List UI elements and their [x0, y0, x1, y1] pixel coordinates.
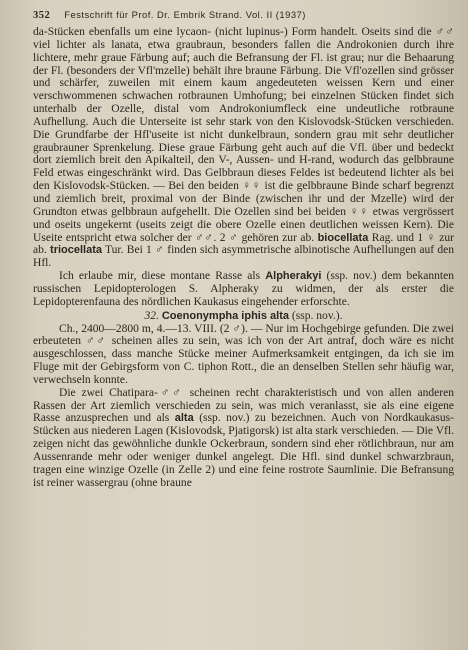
paragraph-1 [33, 26, 454, 270]
section-suffix: (ssp. nov.). [291, 309, 343, 322]
running-title: Festschrift für Prof. Dr. Embrik Strand. Vol. II (1937) [64, 9, 306, 20]
paragraph-1-mid: Rag. und 1 ♀ zur ab. [33, 231, 454, 257]
paragraph-2 [33, 270, 454, 309]
paragraph-3: Ch., 2400—2800 m, 4.—13. VIII. (2 ♂). — Nur im Hochgebirge gefunden. Die zwei erbeuteten ♂♂ scheinen alles zu sein, was ich von der Art antraf, doch wäre es nicht ausgeschlossen, dass manche Stücke meiner Aufmerksamkeit entgingen, da ich sie im Fluge mit der Gebirgsform von C. tiphon Rott., die an denselben Stellen sehr häufig war, verwechseln konnte. [33, 322, 454, 386]
species-name: Coenonympha iphis alta [161, 309, 289, 322]
section-heading [33, 310, 454, 323]
body-text [33, 26, 454, 490]
page-number: 352 [33, 10, 51, 21]
subspecies-alpherakyi: Alpherakyi [265, 270, 322, 283]
section-number: 32. [144, 309, 159, 322]
paragraph-2-start: Ich erlaube mir, diese montane Rasse als [59, 270, 261, 283]
paragraph-4-start: Die zwei Chatipara-♂♂ scheinen recht charakteristisch und von allen anderen Rassen der Art ziemlich verschieden zu sein, was mich veranlasst, sie als eine eigene Rasse anzusprechen und als [33, 386, 454, 425]
paragraph-2-end: (ssp. nov.) dem bekannten russischen Lepidopterologen S. Alpheraky zu widmen, der als erster die Lepidopterenfauna des nördlichen Kaukasus eingehender erforschte. [33, 270, 454, 308]
subspecies-alta: alta [174, 412, 194, 425]
paragraph-1-text: da-Stücken ebenfalls um eine lycaon- (nicht lupinus-) Form handelt. Oseits sind die ♂♂ viel lichter als lanata, etwa graubraun, besonders fallen die Androkonien durch ihre lichtere, mehr graue Färbung auf; auch die Befransung der Fl. ist grau; nur die Behaarung der Fl. (besonders der Vfl'mzelle) behält ihre braune Färbung. Die Vfl'ozellen sind grösser und schärfer, zuweilen mit einem kaum angedeuteten weissen Kern und einer verschwommenen schwachen rotbraunen Umhofung; bei einzelnen Stücken findet sich unterhalb der Ozelle, distal vom Androkoniumfleck eine undeutliche rotbraune Aufhellung. Auch die Unterseite ist sehr stark von den Kislovodsk-Stücken verschieden. Die Grundfarbe der Hfl'useite ist nicht dunkelbraun, sondern grau mit sehr deutlicher graubrauner Sprenkelung. Diese graue Färbung geht auch auf die Vfl. über und bedeckt dort ziemlich breit den Apikalteil, den V-, Aussen- und H-rand, wodurch das gelbbraune Feld etwas eingeschränkt wird. Das Gelbbraun dieses Feldes ist bedeutend lichter als bei den Kislovodsk-Stücken. — Bei den beiden ♀♀ ist die gelbbraune Binde scharf begrenzt und ziemlich breit, proximal von der Binde (zwischen ihr und der Mzelle) wird der Grundton etwas gelbbraun aufgehellt. Die Ozellen sind bei beiden ♀♀ etwas vergrössert und oseits ungekernt (useits zeigt die obere Ozelle einen deutlichen weissen Kern). Die Useite entspricht etwa solcher der ♂♂. 2 ♂ gehören zur ab. [33, 26, 454, 244]
page-header [33, 4, 454, 26]
aberration-biocellata: biocellata [317, 231, 369, 244]
paragraph-1-end: Tur. Bei 1 ♂ finden sich asymmetrische albinotische Aufhellungen auf den Hfl. [33, 244, 454, 270]
aberration-triocellata: triocellata [50, 244, 102, 257]
paragraph-4 [33, 387, 454, 490]
paragraph-4-end: (ssp. nov.) zu bezeichnen. Auch von Nordkaukasus-Stücken aus niederen Lagen (Kislovodsk, Pjatigorsk) ist alta stark verschieden. — Die Vfl. zeigen nicht das gewöhnliche dunkle Ockerbraun, sondern sind eher rötlichbraun, nur am Aussenrande mehr oder weniger dunkel angelegt. Die Hfl. sind dunkel schwarzbraun, tragen eine winzige Ozelle (in Zelle 2) und eine feine rostrote Saumlinie. Die Befransung ist reiner wassergrau (ohne braune [33, 412, 455, 489]
